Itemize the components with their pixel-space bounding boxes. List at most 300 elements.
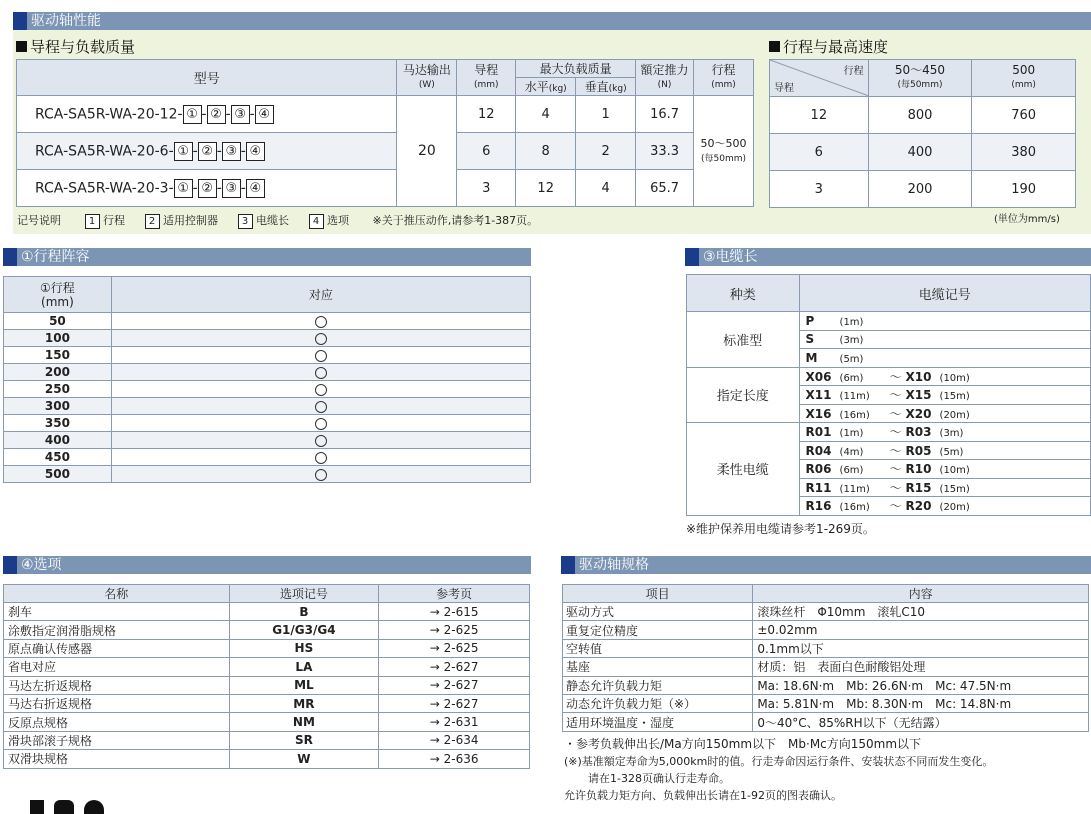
model-cell (17, 170, 397, 207)
cable-length: (3m) (839, 335, 864, 347)
separator: - (216, 143, 222, 159)
speed-heading (769, 36, 888, 57)
header-stroke-unit: (mm) (41, 294, 74, 309)
cable-code: R01 (805, 425, 832, 440)
legend-label: 记号说明 (17, 214, 61, 227)
option-name: 原点确认传感器 (4, 639, 230, 657)
cable-length: (5m) (839, 353, 864, 365)
spec-note: (※)基准額定寿命为5,000km时的值。行走寿命因运行条件、安装状态不同而发生变化。 (564, 755, 994, 768)
cable-code: X16 (805, 406, 832, 421)
cable-type: 柔性电缆 (687, 423, 800, 516)
option-code: SR (229, 731, 379, 749)
code-box-3: ③ (222, 142, 241, 161)
vertical-value: 1 (576, 96, 636, 133)
table-row (563, 621, 1089, 639)
header-thrust-unit: (N) (657, 79, 672, 90)
table-row (4, 639, 530, 657)
header-content: 内容 (753, 585, 1089, 603)
spec-content: 滚珠丝杆 Φ10mm 滚轧C10 (753, 603, 1089, 621)
option-code: MR (229, 694, 379, 712)
option-name: 刹车 (4, 603, 230, 621)
available-circle-icon (315, 333, 327, 345)
separator: - (240, 143, 246, 159)
cable-code: R15 (905, 480, 932, 495)
cable-code: M (805, 350, 818, 365)
header-cable-code: 电缆记号 (799, 275, 1090, 312)
table-row (687, 312, 1091, 331)
header-speed-col1 (868, 60, 972, 97)
table-row (687, 423, 1091, 442)
cable-length: (15m) (939, 391, 970, 403)
options-title-bar (3, 556, 531, 574)
table-row (4, 398, 531, 415)
speed-lead: 6 (770, 134, 869, 171)
table-row (770, 97, 1076, 134)
available-circle-icon (315, 367, 327, 379)
header-lead-unit: (mm) (473, 79, 499, 90)
stroke-value: 300 (4, 398, 112, 415)
header-thrust (636, 60, 694, 96)
options-title: ④选项 (21, 557, 62, 573)
option-reference: → 2-625 (379, 621, 530, 639)
cable-code-cell (799, 497, 1090, 516)
header-speed-col2-label: 500 (1012, 63, 1036, 77)
title-marker (3, 248, 17, 266)
cable-code-cell (799, 423, 1090, 442)
support-cell (111, 364, 530, 381)
header-vertical (576, 78, 636, 96)
header-name: 名称 (4, 585, 230, 603)
header-motor-label: 马达输出 (402, 62, 451, 77)
range-tilde: ～ (889, 406, 902, 421)
stroke-value: 350 (4, 415, 112, 432)
option-reference: → 2-625 (379, 639, 530, 657)
table-row (563, 639, 1089, 657)
spec-title-bar (561, 556, 1091, 574)
option-name: 马达左折返规格 (4, 676, 230, 694)
header-stroke-label: 行程 (711, 62, 736, 77)
available-circle-icon (315, 401, 327, 413)
header-speed-col1-label: 50～450 (894, 63, 946, 77)
header-motor (397, 60, 457, 96)
cable-length: (3m) (939, 428, 964, 440)
model-cell (17, 133, 397, 170)
speed-value: 400 (868, 134, 972, 171)
legend-box-2: 2 (145, 214, 160, 229)
table-row (770, 171, 1076, 208)
title-marker (685, 248, 699, 266)
cable-code: R20 (905, 499, 932, 514)
separator: - (201, 106, 207, 122)
cable-length: (20m) (939, 409, 970, 421)
speed-unit-note: (単位为mm/s) (994, 214, 1060, 225)
code-box-4: ④ (246, 179, 265, 198)
separator: - (192, 143, 198, 159)
cable-code: R10 (905, 462, 932, 477)
option-name: 滑块部滚子规格 (4, 731, 230, 749)
separator: - (249, 106, 255, 122)
header-speed-col2-note: (mm) (1011, 80, 1036, 90)
code-box-1: ① (174, 179, 193, 198)
code-box-2: ② (198, 142, 217, 161)
table-row (4, 330, 531, 347)
code-box-1: ① (183, 105, 202, 124)
legend-box-1: 1 (85, 214, 100, 229)
available-circle-icon (315, 350, 327, 362)
header-item: 项目 (563, 585, 753, 603)
support-cell (111, 449, 530, 466)
table-row (4, 449, 531, 466)
spec-item: 空转值 (563, 639, 753, 657)
table-row (4, 313, 531, 330)
cable-length: (6m) (839, 372, 864, 384)
header-speed-col2 (972, 60, 1076, 97)
support-cell (111, 330, 530, 347)
performance-title: 驱动轴性能 (31, 13, 101, 29)
spec-content: Ma: 18.6N·m Mb: 26.6N·m Mc: 47.5N·m (753, 676, 1089, 694)
table-row (17, 133, 754, 170)
header-support: 对应 (111, 277, 530, 313)
title-marker (561, 556, 575, 574)
spec-notes (564, 736, 1089, 804)
separator: - (225, 106, 231, 122)
table-row (4, 466, 531, 483)
spec-note: ・参考负载伸出长/Ma方向150mm以下 Mb·Mc方向150mm以下 (564, 737, 922, 751)
support-cell (111, 415, 530, 432)
header-type: 种类 (687, 275, 800, 312)
cable-length: (6m) (839, 465, 864, 477)
cable-code: X15 (905, 388, 932, 403)
legend-box-3: 3 (238, 214, 253, 229)
stroke-range (694, 96, 754, 207)
cable-type: 指定长度 (687, 367, 800, 423)
spec-item: 适用环境温度・湿度 (563, 713, 753, 731)
option-name: 涂敷指定润滑脂规格 (4, 621, 230, 639)
header-lead-label: 导程 (474, 62, 499, 77)
speed-value: 800 (868, 97, 972, 134)
support-cell (111, 381, 530, 398)
cable-length: (1m) (839, 316, 864, 328)
lead-value: 12 (457, 96, 516, 133)
header-model: 型号 (17, 60, 397, 96)
legend-note: ※关于推压动作,请参考1-387页。 (372, 214, 539, 227)
cable-code: X06 (805, 369, 832, 384)
legend-box-4: 4 (309, 214, 324, 229)
cable-length: (16m) (839, 409, 870, 421)
header-reference: 参考页 (379, 585, 530, 603)
option-name: 反原点规格 (4, 713, 230, 731)
table-row (4, 603, 530, 621)
speed-lead: 3 (770, 171, 869, 208)
options-table (3, 584, 530, 769)
option-code: G1/G3/G4 (229, 621, 379, 639)
cable-code: R04 (805, 443, 832, 458)
cable-length: (4m) (839, 446, 864, 458)
header-stroke-label: ①行程 (40, 280, 75, 295)
cable-code: X20 (905, 406, 932, 421)
option-code: ML (229, 676, 379, 694)
available-circle-icon (315, 418, 327, 430)
separator: - (192, 180, 198, 196)
separator: - (216, 180, 222, 196)
page-number-glyph (84, 800, 104, 814)
table-row (4, 694, 530, 712)
thrust-value: 65.7 (636, 170, 694, 207)
thrust-value: 16.7 (636, 96, 694, 133)
spec-content: 材质：铝 表面白色耐酸铝处理 (753, 658, 1089, 676)
option-code: W (229, 750, 379, 768)
code-box-4: ④ (246, 142, 265, 161)
heading-square-icon (16, 41, 27, 52)
spec-note: 请在1-328页确认行走寿命。 (588, 772, 730, 785)
option-name: 马达右折返规格 (4, 694, 230, 712)
cable-length: (1m) (839, 428, 864, 440)
support-cell (111, 313, 530, 330)
cable-code-cell (799, 441, 1090, 460)
cable-code: R03 (905, 425, 932, 440)
table-row (770, 134, 1076, 171)
cable-code-cell (799, 386, 1090, 405)
legend-text: 行程 (103, 214, 125, 227)
header-vertical-label: 垂直 (584, 80, 609, 94)
option-reference: → 2-636 (379, 750, 530, 768)
range-tilde: ～ (889, 480, 902, 495)
cable-code-cell (799, 330, 1090, 349)
page-number-glyph (30, 800, 44, 814)
range-tilde: ～ (889, 499, 902, 514)
table-row (4, 658, 530, 676)
option-reference: → 2-627 (379, 658, 530, 676)
code-box-3: ③ (222, 179, 241, 198)
heading-square-icon (769, 41, 780, 52)
spec-note: 允许负载力矩方向、负载伸出长请在1-92页的图表确认。 (564, 789, 842, 802)
header-lead (457, 60, 516, 96)
spec-content: ±0.02mm (753, 621, 1089, 639)
spec-item: 静态允许负载力矩 (563, 676, 753, 694)
table-row (17, 96, 754, 133)
horizontal-value: 12 (516, 170, 576, 207)
range-tilde: ～ (889, 425, 902, 440)
cable-code-cell (799, 460, 1090, 479)
title-marker (3, 556, 17, 574)
stroke-value: 250 (4, 381, 112, 398)
cable-length: (15m) (939, 483, 970, 495)
stroke-value: 150 (4, 347, 112, 364)
header-maxload: 最大负载质量 (516, 60, 636, 78)
header-vertical-unit: (kg) (608, 84, 627, 94)
lead-value: 6 (457, 133, 516, 170)
load-heading (16, 36, 135, 57)
legend-text: 选项 (327, 214, 349, 227)
cable-title-bar (685, 248, 1091, 266)
legend-text: 电缆长 (256, 214, 289, 227)
option-reference: → 2-615 (379, 603, 530, 621)
support-cell (111, 398, 530, 415)
cable-code-cell (799, 367, 1090, 386)
header-thrust-label: 額定推力 (640, 62, 689, 77)
cable-code: R11 (805, 480, 832, 495)
option-reference: → 2-634 (379, 731, 530, 749)
speed-value: 200 (868, 171, 972, 208)
available-circle-icon (315, 469, 327, 481)
cable-code-cell (799, 478, 1090, 497)
cable-code: R16 (805, 499, 832, 514)
available-circle-icon (315, 452, 327, 464)
support-cell (111, 347, 530, 364)
table-row (563, 603, 1089, 621)
code-box-4: ④ (255, 105, 274, 124)
spec-table (562, 584, 1089, 732)
cable-table (686, 274, 1091, 516)
cable-length: (16m) (839, 502, 870, 514)
header-horizontal-unit: (kg) (548, 84, 567, 94)
code-box-3: ③ (231, 105, 250, 124)
horizontal-value: 4 (516, 96, 576, 133)
stroke-range-value: 50～500 (700, 136, 747, 150)
separator: - (240, 180, 246, 196)
option-name: 双滑块规格 (4, 750, 230, 768)
header-stroke (4, 277, 112, 313)
speed-lead: 12 (770, 97, 869, 134)
spec-content: Ma: 5.81N·m Mb: 8.30N·m Mc: 14.8N·m (753, 694, 1089, 712)
table-row (4, 364, 531, 381)
range-tilde: ～ (889, 462, 902, 477)
vertical-value: 2 (576, 133, 636, 170)
range-tilde: ～ (889, 369, 902, 384)
page-number-fragment (30, 800, 120, 814)
cable-length: (10m) (939, 372, 970, 384)
available-circle-icon (315, 384, 327, 396)
option-code: LA (229, 658, 379, 676)
model-cell (17, 96, 397, 133)
table-row (4, 750, 530, 768)
cable-code-cell (799, 312, 1090, 331)
header-stroke (694, 60, 754, 96)
table-row (4, 347, 531, 364)
legend-row (17, 212, 538, 229)
model-code: RCA-SA5R-WA-20-6- (35, 143, 174, 159)
stroke-value: 400 (4, 432, 112, 449)
load-heading-text: 导程与负载质量 (30, 38, 136, 56)
header-horizontal-label: 水平 (524, 80, 549, 94)
legend-text: 适用控制器 (163, 214, 218, 227)
table-row (4, 415, 531, 432)
support-cell (111, 432, 530, 449)
table-row (4, 676, 530, 694)
stroke-title-bar (3, 248, 531, 266)
header-lead-diag: 导程 (774, 83, 794, 94)
thrust-value: 33.3 (636, 133, 694, 170)
cable-title: ③电缆长 (703, 249, 758, 265)
table-row (563, 676, 1089, 694)
range-tilde: ～ (889, 443, 902, 458)
lead-value: 3 (457, 170, 516, 207)
option-code: B (229, 603, 379, 621)
page-number-glyph (54, 800, 74, 814)
speed-heading-text: 行程与最高速度 (783, 38, 889, 56)
option-code: NM (229, 713, 379, 731)
cable-code: S (805, 332, 815, 347)
spec-title: 驱动轴规格 (579, 557, 649, 573)
available-circle-icon (315, 316, 327, 328)
speed-value: 190 (972, 171, 1076, 208)
cable-note: ※维护保养用电缆请参考1-269页。 (686, 522, 875, 536)
cable-length: (20m) (939, 502, 970, 514)
cable-type: 标准型 (687, 312, 800, 368)
option-name: 省电对应 (4, 658, 230, 676)
performance-title-bar (13, 12, 1091, 30)
header-motor-unit: (W) (418, 79, 435, 90)
cable-length: (11m) (839, 391, 870, 403)
option-reference: → 2-631 (379, 713, 530, 731)
cable-length: (5m) (939, 446, 964, 458)
stroke-title: ①行程阵容 (21, 249, 90, 265)
table-row (4, 713, 530, 731)
code-box-2: ② (207, 105, 226, 124)
speed-value: 380 (972, 134, 1076, 171)
header-speed-col1-note: (每50mm) (897, 80, 943, 90)
stroke-value: 200 (4, 364, 112, 381)
title-marker (13, 12, 27, 30)
header-stroke-diag: 行程 (843, 66, 864, 77)
table-row (17, 170, 754, 207)
option-reference: → 2-627 (379, 676, 530, 694)
cable-code: X10 (905, 369, 932, 384)
spec-item: 基座 (563, 658, 753, 676)
table-row (563, 658, 1089, 676)
table-row (4, 731, 530, 749)
cable-length: (11m) (839, 483, 870, 495)
stroke-value: 450 (4, 449, 112, 466)
diagonal-header (770, 60, 869, 97)
table-row (4, 432, 531, 449)
cable-code: R05 (905, 443, 932, 458)
range-tilde: ～ (889, 388, 902, 403)
stroke-value: 500 (4, 466, 112, 483)
code-box-1: ① (174, 142, 193, 161)
option-reference: → 2-627 (379, 694, 530, 712)
stroke-range-note: (每50mm) (701, 153, 747, 164)
cable-length: (10m) (939, 465, 970, 477)
table-row (563, 713, 1089, 731)
cable-code: P (805, 313, 815, 328)
speed-table (769, 59, 1076, 208)
code-box-2: ② (198, 179, 217, 198)
available-circle-icon (315, 435, 327, 447)
spec-item: 重复定位精度 (563, 621, 753, 639)
vertical-value: 4 (576, 170, 636, 207)
header-option-code: 选项记号 (229, 585, 379, 603)
support-cell (111, 466, 530, 483)
stroke-value: 50 (4, 313, 112, 330)
horizontal-value: 8 (516, 133, 576, 170)
model-code: RCA-SA5R-WA-20-12- (35, 106, 183, 122)
speed-value: 760 (972, 97, 1076, 134)
option-code: HS (229, 639, 379, 657)
table-row (4, 381, 531, 398)
spec-item: 动态允许负载力矩（※） (563, 694, 753, 712)
cable-code-cell (799, 349, 1090, 368)
table-row (687, 367, 1091, 386)
load-table (16, 59, 754, 207)
model-code: RCA-SA5R-WA-20-3- (35, 180, 174, 196)
table-row (563, 694, 1089, 712)
cable-code: R06 (805, 462, 832, 477)
motor-value: 20 (397, 96, 457, 207)
header-horizontal (516, 78, 576, 96)
spec-content: 0～40°C、85%RH以下（无结露） (753, 713, 1089, 731)
cable-code: X11 (805, 388, 832, 403)
